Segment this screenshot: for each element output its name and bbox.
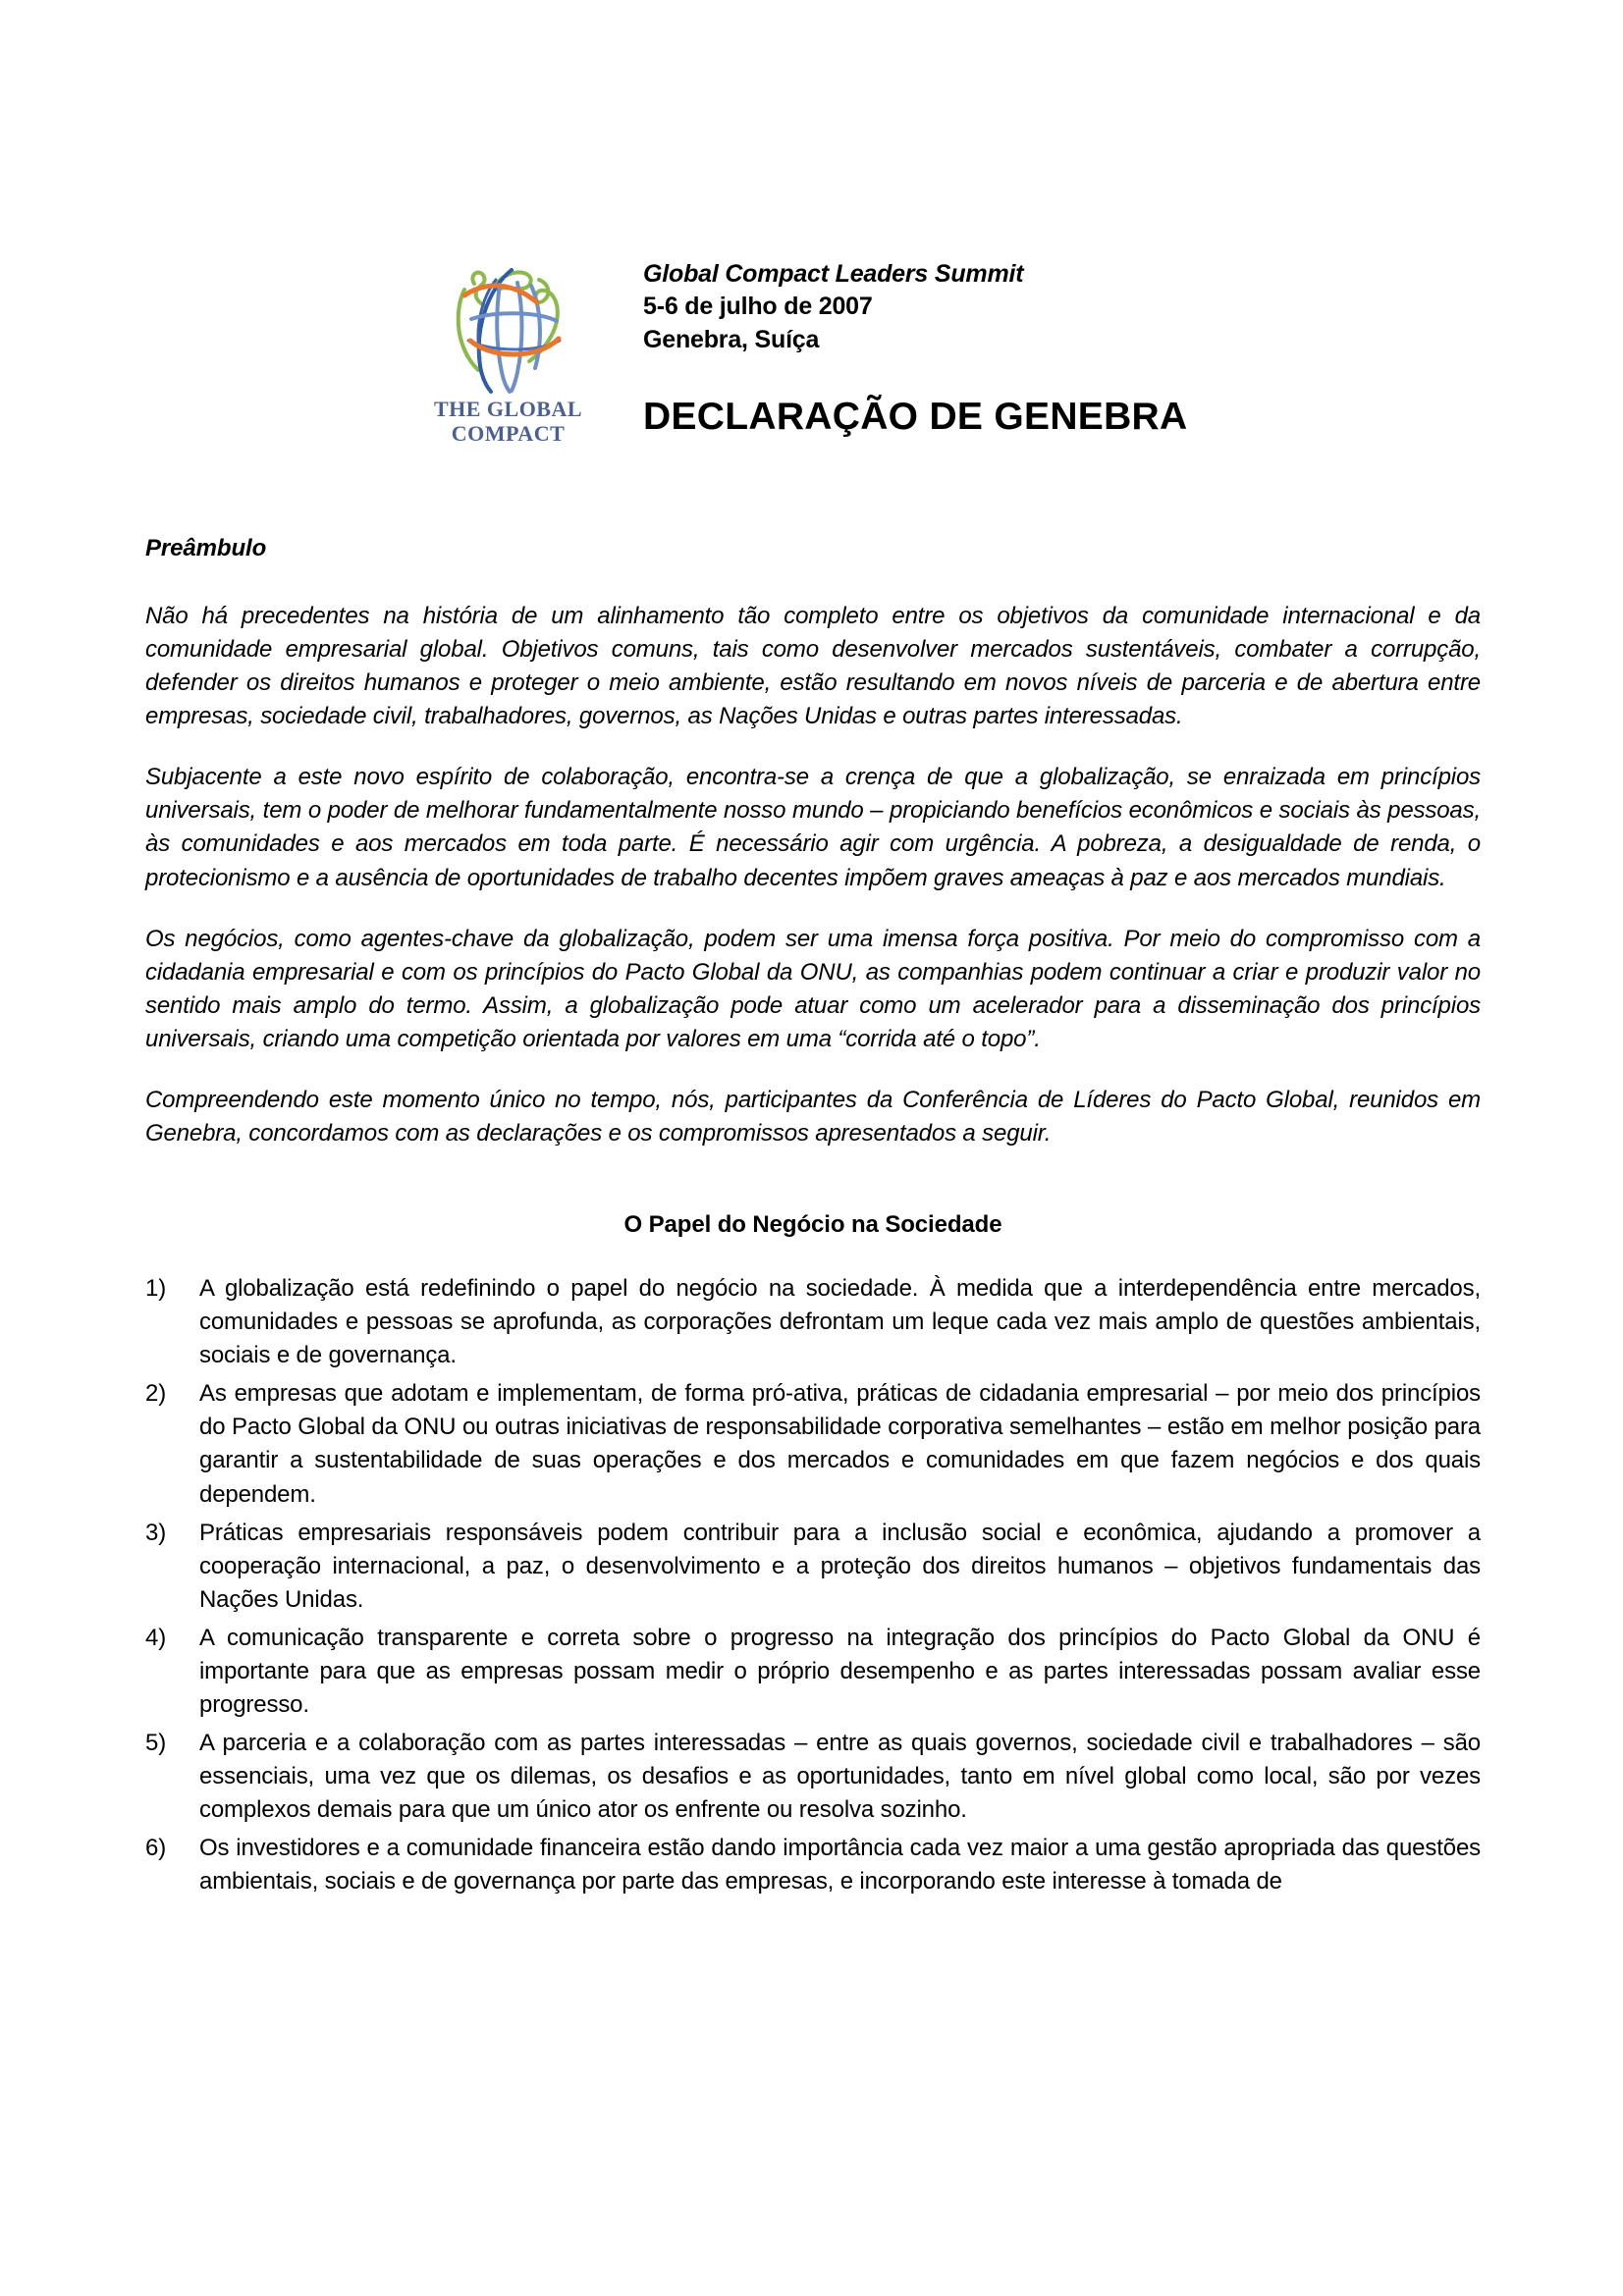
numbered-list [145, 1272, 1481, 1898]
preamble-heading: Preâmbulo [145, 535, 267, 561]
list-item-marker: 3) [145, 1519, 167, 1546]
list-item [145, 1622, 1481, 1722]
preamble-paragraph: Subjacente a este novo espírito de colaboração, encontra-se a crença de que a globalização, se enraizada em princípios universais, tem o poder de melhorar fundamentalmente nosso mundo – propiciando benefícios econômicos e sociais às pessoas, às comunidades e aos mercados em toda parte. É necessário agir com urgência. A pobreza, a desigualdade de renda, o protecionismo e a ausência de oportunidades de trabalho decentes impõem graves ameaças à paz e aos mercados mundiais. [145, 764, 1481, 891]
list-item-text: A comunicação transparente e correta sobre o progresso na integração dos princípios do Pacto Global da ONU é importante para que as empresas possam medir o próprio desempenho e as partes interessadas possam avaliar esse progresso. [199, 1624, 1481, 1719]
list-item-marker: 4) [145, 1624, 167, 1651]
list-item-text: Práticas empresariais responsáveis podem contribuir para a inclusão social e econômica, ajudando a promover a cooperação internacional, a paz, o desenvolvimento e a proteção dos direitos humanos – objetivos fundamentais das Nações Unidas. [199, 1519, 1481, 1613]
list-item [145, 1272, 1481, 1372]
list-item [145, 1727, 1481, 1827]
document-header [0, 250, 1623, 486]
preamble-paragraph: Os negócios, como agentes-chave da globalização, podem ser uma imensa força positiva. Por meio do compromisso com a cidadania empresarial e com os princípios do Pacto Global da ONU, as companhias podem continuar a criar e produzir valor no sentido mais amplo do termo. Assim, a globalização pode atuar como um acelerador para a disseminação dos princípios universais, criando uma competição orientada por valores em uma “corrida até o topo”. [145, 925, 1481, 1052]
summit-header-text [643, 258, 1023, 356]
logo-wordmark [417, 398, 599, 446]
list-item-text: A parceria e a colaboração com as partes interessadas – entre as quais governos, sociedade civil e trabalhadores – são essenciais, uma vez que os dilemas, os desafios e as oportunidades, tanto em nível global como local, são por vezes complexos demais para que um único ator os enfrente ou resolva sozinho. [199, 1730, 1481, 1824]
logo-wordmark-line-2: COMPACT [451, 420, 566, 446]
globe-icon [435, 250, 582, 400]
summit-location: Genebra, Suíça [643, 325, 820, 353]
summit-dates: 5-6 de julho de 2007 [643, 293, 873, 321]
logo-wordmark-line-1: THE GLOBAL [433, 397, 583, 421]
list-item-marker: 6) [145, 1835, 167, 1862]
section-heading: O Papel do Negócio na Sociedade [623, 1211, 1002, 1239]
page-title: DECLARAÇÃO DE GENEBRA [643, 396, 1188, 438]
global-compact-logo [417, 250, 599, 461]
document-body [145, 535, 1481, 1904]
list-item-marker: 2) [145, 1380, 167, 1408]
list-item-text: A globalização está redefinindo o papel do negócio na sociedade. À medida que a interdependência entre mercados, comunidades e pessoas se aprofunda, as corporações defrontam um leque cada vez mais amplo de questões ambientais, sociais e de governança. [199, 1275, 1481, 1369]
preamble-paragraph: Não há precedentes na história de um alinhamento tão completo entre os objetivos da comunidade internacional e da comunidade empresarial global. Objetivos comuns, tais como desenvolver mercados sustentáveis, combater a corrupção, defender os direitos humanos e proteger o meio ambiente, estão resultando em novos níveis de parceria e de abertura entre empresas, sociedade civil, trabalhadores, governos, as Nações Unidas e outras partes interessadas. [145, 603, 1481, 730]
list-item-text: Os investidores e a comunidade financeira estão dando importância cada vez maior a uma gestão apropriada das questões ambientais, sociais e de governança por parte das empresas, e incorporando este interesse à tomada de [199, 1835, 1481, 1896]
list-item-marker: 5) [145, 1730, 167, 1757]
preamble-paragraph: Compreendendo este momento único no tempo, nós, participantes da Conferência de Líderes do Pacto Global, reunidos em Genebra, concordamos com as declarações e os compromissos apresentados a seguir. [145, 1086, 1481, 1148]
list-item-marker: 1) [145, 1275, 167, 1303]
list-item [145, 1517, 1481, 1617]
list-item [145, 1832, 1481, 1898]
list-item-text: As empresas que adotam e implementam, de forma pró-ativa, práticas de cidadania empresarial – por meio dos princípios do Pacto Global da ONU ou outras iniciativas de responsabilidade corporativa semelhantes – estão em melhor posição para garantir a sustentabilidade de suas operações e dos mercados e comunidades em que fazem negócios e dos quais dependem. [199, 1380, 1481, 1508]
summit-name: Global Compact Leaders Summit [643, 260, 1024, 288]
list-item [145, 1377, 1481, 1511]
